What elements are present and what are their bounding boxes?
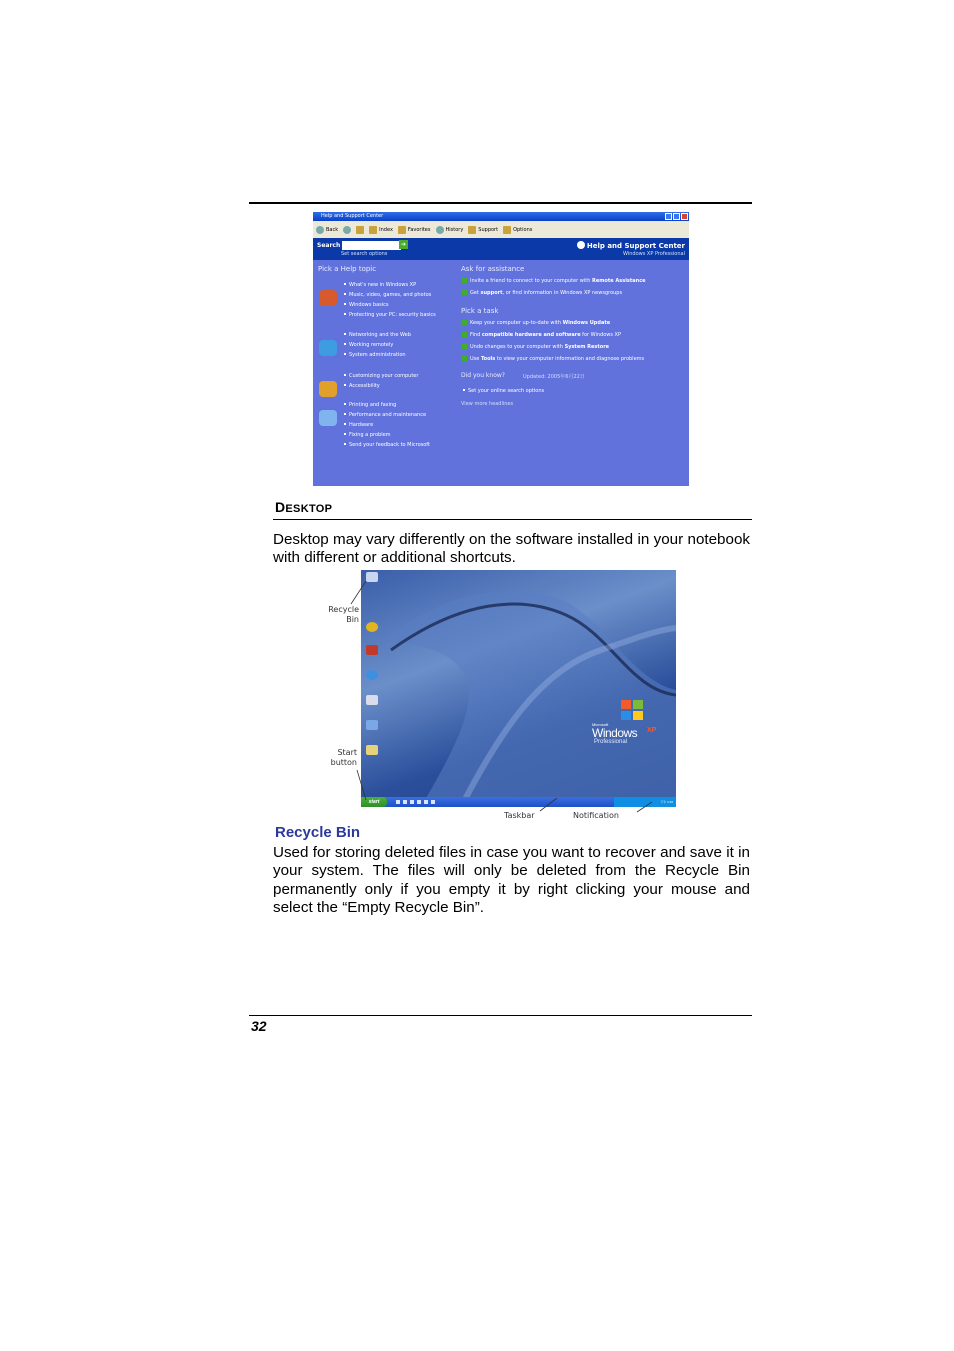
help-topic-text: Accessibility	[349, 383, 380, 389]
link-text-post: to view your computer information and diagnose problems	[495, 356, 645, 362]
page-number: 32	[251, 1018, 267, 1034]
help-topic-text: Protecting your PC: security basics	[349, 312, 436, 318]
taskbar-callout: Taskbar	[504, 811, 535, 820]
did-you-know-heading: Did you know?	[461, 372, 505, 379]
heading-first-letter: D	[275, 499, 286, 515]
link-text-bold: support	[480, 290, 503, 296]
link-text-bold: System Restore	[564, 344, 610, 350]
bottom-rule	[249, 1015, 752, 1016]
help-topic-text: Performance and maintenance	[349, 412, 427, 418]
help-topic-text: Customizing your computer	[349, 373, 419, 379]
recycle-bin-heading: Recycle Bin	[275, 824, 361, 841]
ask-assistance-heading: Ask for assistance	[461, 265, 525, 273]
recycle-bin-paragraph: Used for storing deleted files in case you want to recover and save it in your system. The files will only be deleted from the Recycle Bin permanently only if you empty it by right clicking your mouse and select the “Empty Recycle Bin”.	[273, 844, 750, 917]
taskbar-pointer	[540, 798, 557, 811]
link-text-bold: Windows Update	[562, 320, 611, 326]
back-label: Back	[326, 226, 339, 233]
recycle-bin-callout: Recycle Bin	[328, 605, 359, 624]
options-label: Options	[513, 226, 533, 233]
index-label: Index	[379, 226, 393, 233]
help-topic-text: Windows basics	[349, 302, 389, 308]
help-topic-text: Networking and the Web	[349, 332, 411, 338]
help-topic-text: Music, video, games, and photos	[349, 292, 432, 298]
set-search-options-link[interactable]: Set search options	[341, 251, 388, 257]
support-label: Support	[478, 226, 499, 233]
link-text-pre: Keep your computer up-to-date with	[470, 320, 563, 326]
link-text-post: for Windows XP	[580, 332, 621, 338]
notification-callout: Notification	[573, 811, 619, 820]
link-text-pre: Use	[470, 356, 481, 362]
desktop-paragraph: Desktop may vary differently on the software installed in your notebook with different or additional shortcuts.	[273, 531, 750, 567]
link-text-pre: Invite a friend to connect to your computer with	[470, 278, 592, 284]
help-topic-text: Fixing a problem	[349, 432, 391, 438]
pick-task-heading: Pick a task	[461, 307, 499, 315]
edition-label: Windows XP Professional	[623, 251, 685, 257]
link-text-bold: Remote Assistance	[591, 278, 646, 284]
start-button[interactable]: start	[361, 797, 387, 807]
link-text-post: , or find information in Windows XP newsgroups	[502, 290, 623, 296]
logo-edition-text: Professional	[594, 739, 628, 745]
logo-xp-text: XP	[647, 727, 657, 734]
clock: 下午 3:26	[660, 800, 673, 804]
help-topic-text: Hardware	[349, 422, 374, 428]
help-topic-text: Working remotely	[349, 342, 394, 348]
link-text-bold: Tools	[480, 356, 496, 362]
help-center-title-text: Help and Support Center	[586, 242, 685, 250]
help-topic-text: Printing and faxing	[349, 402, 397, 408]
search-label: Search	[317, 242, 341, 249]
recycle-bin-pointer	[351, 581, 366, 604]
help-topic-text: System administration	[349, 352, 406, 358]
link-text-pre: Undo changes to your computer with	[470, 344, 565, 350]
help-topic-text: Send your feedback to Microsoft	[349, 442, 430, 448]
link-text-pre: Get	[470, 290, 481, 296]
pick-help-topic-heading: Pick a Help topic	[318, 265, 377, 273]
link-text-bold: compatible hardware and software	[481, 332, 581, 338]
heading-rest: ESKTOP	[285, 503, 333, 515]
view-more-headlines-link[interactable]: View more headlines	[461, 401, 514, 407]
favorites-label: Favorites	[407, 226, 431, 233]
start-button-pointer	[357, 770, 366, 800]
notification-pointer	[637, 802, 652, 812]
updated-date: Updated: 2005年6月22日	[523, 374, 585, 380]
search-go-button[interactable]: ➔	[400, 241, 407, 248]
logo-microsoft-text: Microsoft	[592, 722, 609, 727]
help-window-title: Help and Support Center	[321, 213, 384, 219]
start-button-callout: Start button	[330, 748, 357, 767]
help-topic-text: What's new in Windows XP	[349, 282, 417, 288]
did-you-know-item-text: Set your online search options	[468, 388, 545, 394]
link-text-pre: Find	[470, 332, 482, 338]
history-label: History	[445, 226, 464, 233]
logo-windows-text: Windows	[592, 726, 638, 740]
